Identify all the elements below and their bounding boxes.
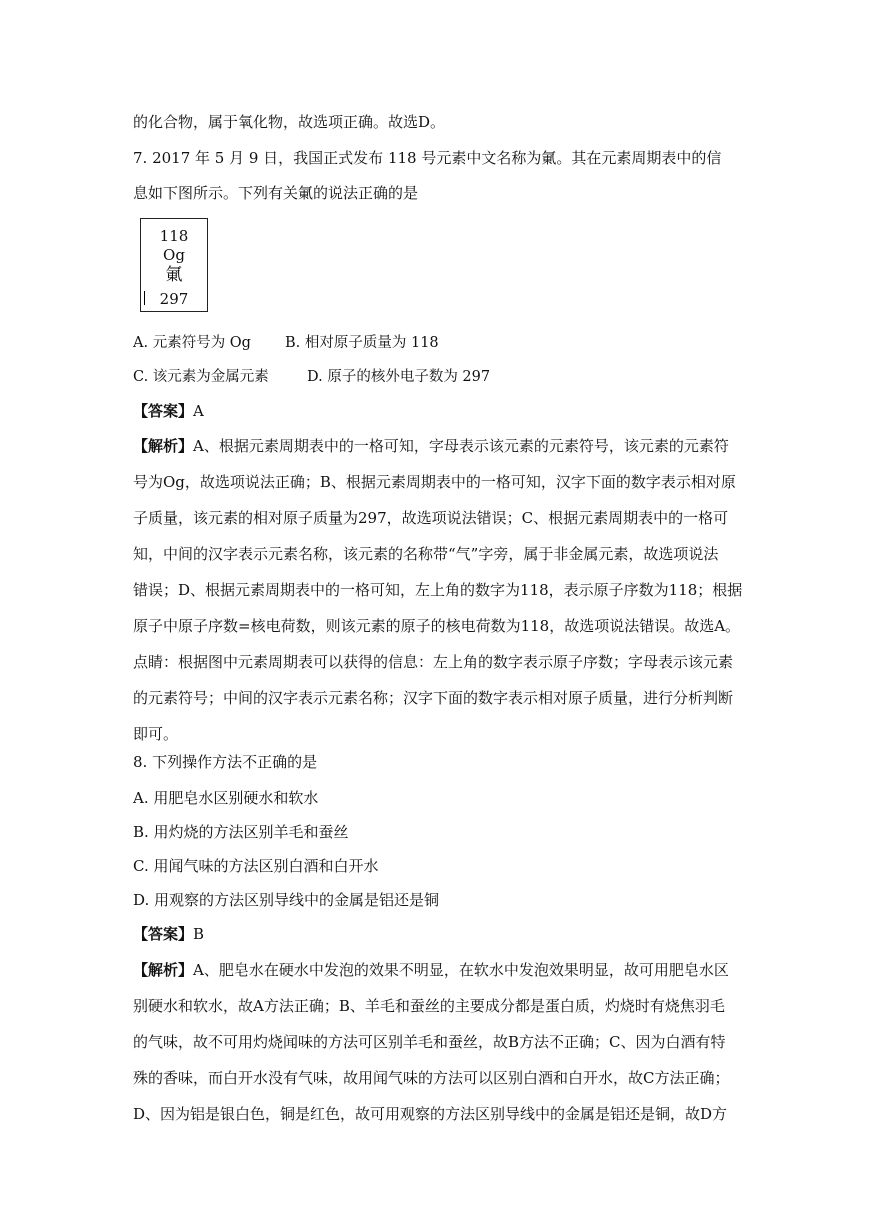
question-8-stem: 8. 下列操作方法不正确的是 bbox=[133, 753, 318, 771]
q8-analysis-line: 殊的香味，而白开水没有气味，故用闻气味的方法可以区别白酒和白开水，故C方法正确； bbox=[133, 1069, 730, 1087]
analysis-label: 【解析】 bbox=[133, 437, 194, 455]
text-line: 的化合物，属于氧化物，故选项正确。故选D。 bbox=[133, 113, 446, 131]
q8-option-c: C. 用闻气味的方法区别白酒和白开水 bbox=[133, 857, 379, 875]
q7-option-a: A. 元素符号为 Og bbox=[133, 335, 251, 351]
element-name: 氭 bbox=[165, 265, 183, 285]
q7-analysis-line: 的元素符号；中间的汉字表示元素名称；汉字下面的数字表示相对原子质量，进行分析判断 bbox=[133, 689, 734, 707]
question-7-stem: 7. 2017 年 5 月 9 日，我国正式发布 118 号元素中文名称为氭。其在元素周期表中的信 bbox=[133, 149, 722, 167]
analysis-text: A、根据元素周期表中的一格可知，字母表示该元素的元素符号，该元素的元素符 bbox=[193, 437, 729, 455]
periodic-table-cell bbox=[140, 218, 208, 312]
q8-option-b: B. 用灼烧的方法区别羊毛和蚕丝 bbox=[133, 823, 349, 841]
text-cursor-mark bbox=[144, 291, 145, 305]
q7-option-c: C. 该元素为金属元素 bbox=[133, 369, 269, 385]
q8-option-d: D. 用观察的方法区别导线中的金属是铝还是铜 bbox=[133, 891, 440, 909]
q8-analysis-line: D、因为铝是银白色，铜是红色，故可用观察的方法区别导线中的金属是铝还是铜，故D方 bbox=[133, 1105, 728, 1123]
q7-analysis-line: 错误；D、根据元素周期表中的一格可知，左上角的数字为118，表示原子序数为118；根据 bbox=[133, 581, 743, 599]
atomic-number: 118 bbox=[159, 227, 189, 245]
analysis-label: 【解析】 bbox=[133, 961, 194, 979]
q7-analysis-line: 原子中原子序数=核电荷数，则该元素的原子的核电荷数为118，故选项说法错误。故选A。 bbox=[133, 617, 741, 635]
q8-analysis-line: 的气味，故不可用灼烧闻味的方法可区别羊毛和蚕丝，故B方法不正确；C、因为白酒有特 bbox=[133, 1033, 726, 1051]
q7-option-b: B. 相对原子质量为 118 bbox=[285, 335, 439, 351]
q8-option-a: A. 用肥皂水区别硬水和软水 bbox=[133, 789, 319, 807]
q7-analysis-line: 点睛：根据图中元素周期表可以获得的信息：左上角的数字表示原子序数；字母表示该元素 bbox=[133, 653, 734, 671]
q8-analysis-line bbox=[133, 960, 729, 980]
q7-answer bbox=[133, 401, 204, 421]
q8-analysis-line: 别硬水和软水，故A方法正确；B、羊毛和蚕丝的主要成分都是蛋白质，灼烧时有烧焦羽毛 bbox=[133, 997, 725, 1015]
answer-value: B bbox=[193, 925, 205, 943]
question-7-stem-cont: 息如下图所示。下列有关氭的说法正确的是 bbox=[133, 184, 419, 202]
q7-analysis-line: 子质量，该元素的相对原子质量为297，故选项说法错误；C、根据元素周期表中的一格可 bbox=[133, 509, 729, 527]
q7-analysis-line: 即可。 bbox=[133, 725, 179, 743]
q7-analysis-line: 知，中间的汉字表示元素名称，该元素的名称带“气”字旁，属于非金属元素，故选项说法 bbox=[133, 545, 719, 563]
answer-label: 【答案】 bbox=[133, 925, 194, 943]
analysis-text: A、肥皂水在硬水中发泡的效果不明显，在软水中发泡效果明显，故可用肥皂水区 bbox=[193, 961, 729, 979]
q7-analysis-line: 号为Og，故选项说法正确；B、根据元素周期表中的一格可知，汉字下面的数字表示相对原 bbox=[133, 473, 736, 491]
q7-analysis-line bbox=[133, 436, 729, 456]
atomic-mass: 297 bbox=[159, 290, 189, 308]
element-symbol: Og bbox=[163, 246, 185, 264]
q7-option-d: D. 原子的核外电子数为 297 bbox=[307, 369, 491, 385]
answer-label: 【答案】 bbox=[133, 402, 194, 420]
answer-value: A bbox=[193, 402, 204, 420]
q8-answer bbox=[133, 924, 204, 944]
